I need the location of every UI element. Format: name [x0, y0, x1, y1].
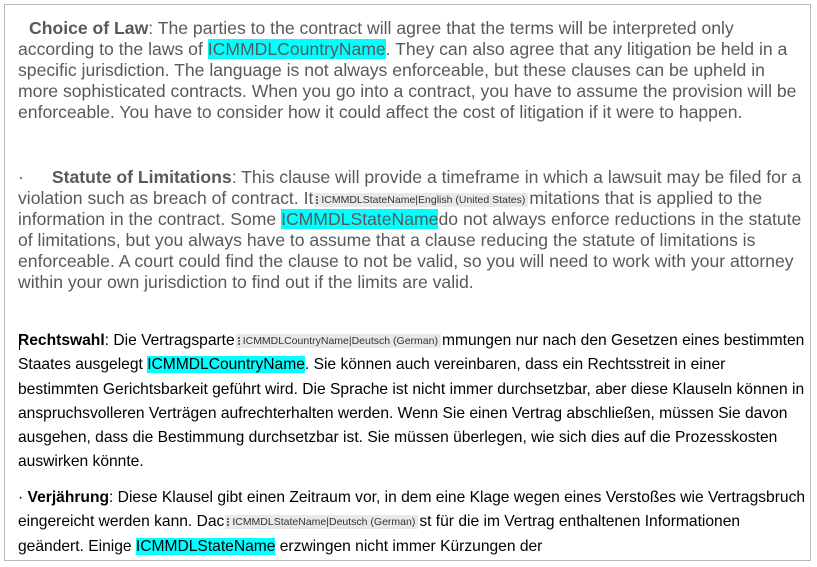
paragraph-text: mmungen nur nach den Gesetzen eines bestimmten Staates ausgelegt	[18, 332, 805, 374]
content-control-tag-country-name[interactable]: ICMMDLCountryName|Deutsch (German)	[236, 334, 441, 348]
heading-verjaehrung: Verjährung	[27, 489, 110, 506]
document-page	[4, 4, 811, 561]
bullet: ·	[18, 167, 24, 187]
paragraph-text: . They can also agree that any litigation be held in a specific jurisdiction. The language is not always enforceable, but these clauses can be upheld in more sophisticated contracts. When you go into a contract, you have to assume the provision will be enforceable. You have to consider how it could affect the cost of litigation if it were to happen.	[18, 39, 797, 122]
paragraph-choice-of-law[interactable]	[18, 18, 808, 123]
content-control-country-name[interactable]: ICMMDLCountryName	[207, 39, 386, 59]
paragraph-rechtswahl[interactable]	[18, 329, 808, 475]
content-control-tag-state-name[interactable]: ICMMDLStateName|Deutsch (German)	[225, 515, 418, 529]
heading-choice-of-law: Choice of Law	[29, 18, 149, 38]
paragraph-text: : Diese Klausel gibt einen Zeitraum vor, in dem eine Klage wegen eines Verstoßes wie Vertragsbruch eingereicht werden kann. Dac	[18, 489, 806, 531]
paragraph-text: mitations that is applied to the information in the contract. Some	[18, 188, 763, 229]
content-control-country-name[interactable]: ICMMDLCountryName	[147, 356, 305, 374]
paragraph-text: : Die Vertragsparte	[104, 332, 235, 349]
heading-rechtswahl: Rechtswahl	[18, 332, 105, 349]
content-control-tag-state-name[interactable]: ICMMDLStateName|English (United States)	[314, 193, 528, 207]
paragraph-statute-of-limitations[interactable]	[18, 167, 808, 293]
content-control-state-name[interactable]: ICMMDLStateName	[135, 537, 276, 555]
paragraph-text: erzwingen nicht immer Kürzungen der	[275, 537, 543, 555]
paragraph-text: st für die im Vertrag enthaltenen Informationen geändert. Einige	[18, 513, 741, 555]
paragraph-verjaehrung[interactable]	[18, 486, 808, 559]
heading-statute-of-limitations: Statute of Limitations	[51, 167, 232, 187]
paragraph-text: . Sie können auch vereinbaren, dass ein Rechtsstreit in einer bestimmten Gerichtsbarkeit geführt wird. Die Sprache ist nicht immer durchsetzbar, aber diese Klauseln können in anspruchsvolleren Verträgen aufrechterhalten werden. Wenn Sie einen Vertrag abschließen, müssen Sie davon ausgehen, dass die Bestimmung durchsetzbar ist. Sie müssen überlegen, wie sich dies auf die Prozesskosten auswirken könnte.	[18, 356, 805, 471]
bullet: ·	[18, 489, 24, 506]
paragraph-text: : This clause will provide a timeframe in which a lawsuit may be filed for a violation such as breach of contract. It	[18, 167, 802, 208]
paragraph-text: do not always enforce reductions in the statute of limitations, but you always have to assume that a clause reducing the statute of limitations is enforceable. A court could find the clause to not be valid, so you will need to work with your attorney within your own jurisdiction to find out if the limits are valid.	[18, 209, 802, 292]
content-control-state-name[interactable]: ICMMDLStateName	[281, 209, 439, 229]
paragraph-text: : The parties to the contract will agree that the terms will be interpreted only according to the laws of	[18, 18, 734, 59]
